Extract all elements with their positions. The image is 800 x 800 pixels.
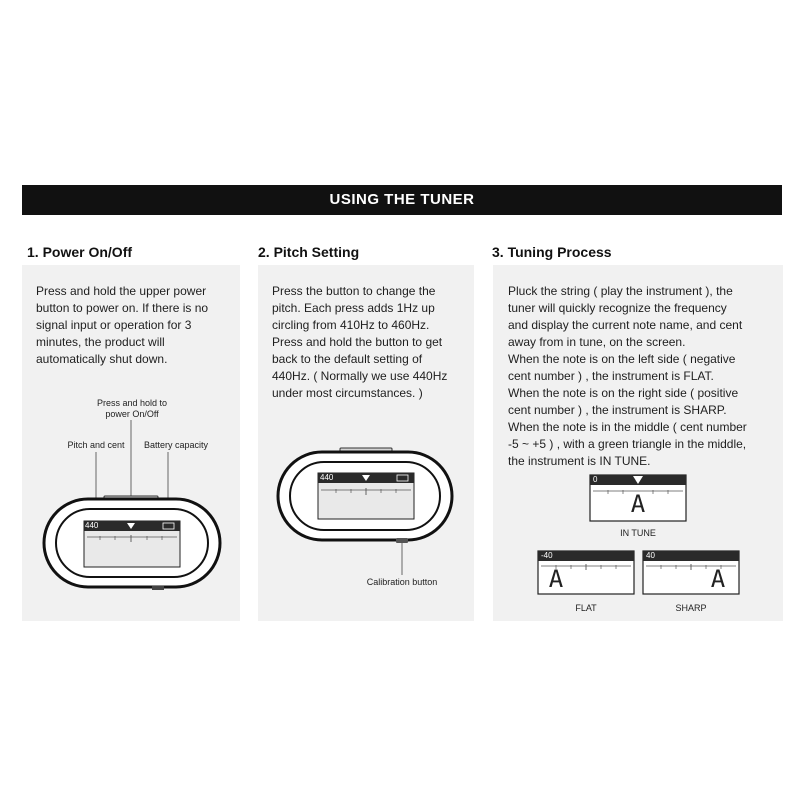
display-pitch-value: 440 [320, 473, 334, 482]
text-line: cent number ) , the instrument is SHARP. [508, 403, 727, 417]
text-line: 440Hz. ( Normally we use 440Hz [272, 369, 448, 383]
text-line: automatically shut down. [36, 352, 168, 366]
text-line: When the note is on the left side ( negative [508, 352, 736, 366]
text-line: -5 ~ +5 ) , with a green triangle in the middle, [508, 437, 747, 451]
text-line: and display the current note name, and cent [508, 318, 743, 332]
text-line: minutes, the product will [36, 335, 165, 349]
in-tune-label: IN TUNE [620, 528, 656, 538]
text-line: cent number ) , the instrument is FLAT. [508, 369, 714, 383]
text-line: When the note is on the right side ( positive [508, 386, 739, 400]
text-line: away from in tune, on the screen. [508, 335, 686, 349]
section-banner: USING THE TUNER [22, 185, 782, 215]
display-pitch-value: 440 [85, 521, 99, 530]
section-title-power: 1. Power On/Off [27, 244, 133, 260]
text-line: under most circumstances. ) [272, 386, 423, 400]
sharp-cent: 40 [646, 551, 655, 560]
in-tune-cent: 0 [593, 475, 598, 484]
text-line: button to power on. If there is no [36, 301, 209, 315]
text-line: the instrument is IN TUNE. [508, 454, 651, 468]
section-title-pitch: 2. Pitch Setting [258, 244, 360, 260]
sharp-note: A [710, 565, 726, 593]
flat-cent: -40 [541, 551, 553, 560]
callout-battery: Battery capacity [143, 440, 209, 450]
text-line: circling from 410Hz to 460Hz. [272, 318, 430, 332]
text-line: pitch. Each press adds 1Hz up [272, 301, 435, 315]
text-line: signal input or operation for 3 [36, 318, 192, 332]
in-tune-note: A [630, 490, 646, 518]
text-line: tuner will quickly recognize the frequency [508, 301, 727, 315]
text-line: Pluck the string ( play the instrument ), the [508, 284, 733, 298]
section-title-tuning: 3. Tuning Process [492, 244, 612, 260]
sharp-label: SHARP [675, 603, 707, 613]
callout-calibration: Calibration button [366, 577, 438, 587]
text-line: When the note is in the middle ( cent number [508, 420, 747, 434]
flat-label: FLAT [575, 603, 597, 613]
callout-line: Press and hold to [96, 398, 168, 408]
text-line: back to the default setting of [272, 352, 423, 366]
text-line: Press and hold the upper power [36, 284, 207, 298]
callout-line: power On/Off [105, 409, 159, 419]
text-line: Press and hold the button to get [272, 335, 443, 349]
flat-note: A [548, 565, 564, 593]
callout-pitch-cent: Pitch and cent [67, 440, 125, 450]
text-line: Press the button to change the [272, 284, 436, 298]
